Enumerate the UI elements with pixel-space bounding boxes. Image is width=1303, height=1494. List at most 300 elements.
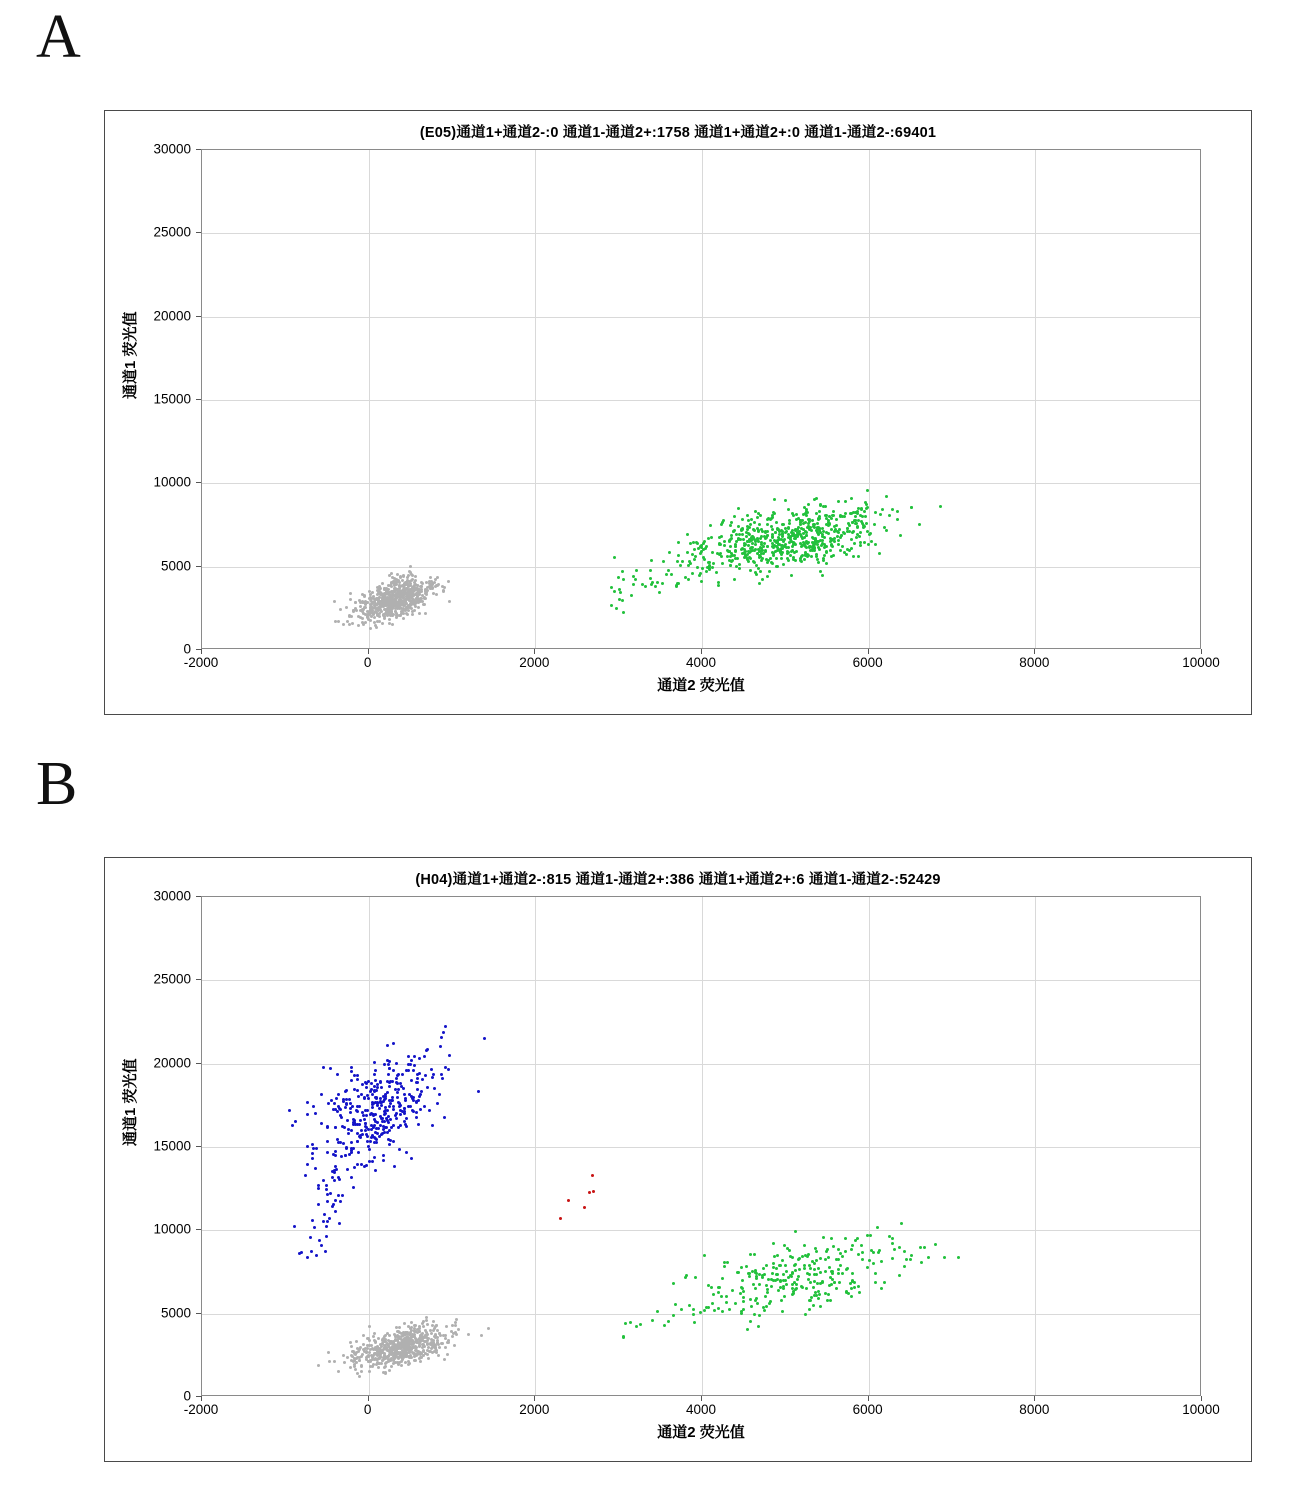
scatter-point [407,598,410,601]
scatter-point [348,614,351,617]
scatter-point [810,555,813,558]
scatter-point [753,1253,756,1256]
scatter-point [629,1321,632,1324]
scatter-point [723,540,726,543]
scatter-point [388,618,391,621]
scatter-point [765,1264,768,1267]
scatter-point [819,1305,822,1308]
scatter-point [388,1143,391,1146]
scatter-point [788,522,791,525]
scatter-point [841,1255,844,1258]
scatter-point [393,1165,396,1168]
scatter-point [841,1272,844,1275]
scatter-point [726,1261,729,1264]
scatter-point [398,1326,401,1329]
scatter-point [815,1294,818,1297]
scatter-point [342,1098,345,1101]
scatter-point [649,577,652,580]
scatter-point [341,1125,344,1128]
scatter-point [413,1064,416,1067]
scatter-point [854,522,857,525]
scatter-point [841,545,844,548]
scatter-point [425,1049,428,1052]
scatter-point [857,555,860,558]
scatter-point [306,1113,309,1116]
scatter-point [742,538,745,541]
scatter-point [342,623,345,626]
scatter-point [304,1174,307,1177]
scatter-point [730,521,733,524]
scatter-point [753,521,756,524]
scatter-point [429,576,432,579]
y-axis-tick-mark [196,1063,201,1064]
scatter-point [876,1226,879,1229]
scatter-point [888,514,891,517]
scatter-point [426,1323,429,1326]
scatter-point [291,1124,294,1127]
scatter-point [874,511,877,514]
scatter-point [835,1287,838,1290]
scatter-point [621,570,624,573]
scatter-point [891,1257,894,1260]
scatter-point [672,1314,675,1317]
scatter-point [439,1045,442,1048]
scatter-point [387,1138,390,1141]
scatter-point [345,606,348,609]
scatter-point [409,565,412,568]
scatter-point [383,1113,386,1116]
scatter-point [349,1341,352,1344]
scatter-point [731,1289,734,1292]
scatter-point [371,1093,374,1096]
scatter-point [742,1300,745,1303]
scatter-point [347,1132,350,1135]
scatter-point [325,1188,328,1191]
scatter-point [437,1354,440,1357]
scatter-point [771,1272,774,1275]
scatter-point [824,1270,827,1273]
scatter-point [857,1253,860,1256]
scatter-point [383,608,386,611]
scatter-point [853,1286,856,1289]
scatter-point [440,1036,443,1039]
scatter-point [392,1042,395,1045]
scatter-point [880,1287,883,1290]
scatter-point [409,1063,412,1066]
scatter-point [374,1169,377,1172]
scatter-point [759,570,762,573]
scatter-point [853,1281,856,1284]
scatter-point [693,558,696,561]
scatter-point [350,1345,353,1348]
scatter-point [795,1283,798,1286]
y-axis-tick-mark [196,979,201,980]
scatter-point [795,518,798,521]
scatter-point [361,617,364,620]
scatter-point [387,1063,390,1066]
scatter-point [384,1126,387,1129]
scatter-point [782,563,785,566]
scatter-point [677,554,680,557]
scatter-point [360,1370,363,1373]
scatter-point [412,1099,415,1102]
y-axis-tick-mark [196,1146,201,1147]
gridline-vertical [369,150,370,648]
scatter-point [356,1140,359,1143]
scatter-point [358,1135,361,1138]
scatter-point [350,1079,353,1082]
x-axis-tick-label: 0 [363,1402,372,1417]
scatter-point [413,1324,416,1327]
scatter-point [831,514,834,517]
scatter-point [379,1081,382,1084]
scatter-point [381,582,384,585]
scatter-point [896,510,899,513]
scatter-point [791,512,794,515]
plot-area-b [201,896,1201,1396]
scatter-point [663,1324,666,1327]
gridline-vertical [1035,150,1036,648]
x-axis-tick-mark [1034,1396,1035,1401]
scatter-point [352,1186,355,1189]
scatter-point [411,1339,414,1342]
scatter-point [322,1179,325,1182]
scatter-point [415,597,418,600]
scatter-point [389,1347,392,1350]
scatter-point [371,1160,374,1163]
scatter-point [740,1312,743,1315]
scatter-point [630,594,633,597]
scatter-point [635,1325,638,1328]
scatter-point [840,534,843,537]
gridline-vertical [535,150,536,648]
scatter-point [781,1310,784,1313]
y-axis-tick-mark [196,399,201,400]
y-axis-tick-label: 20000 [153,1055,191,1071]
scatter-point [715,571,718,574]
scatter-point [817,1267,820,1270]
scatter-point [775,521,778,524]
scatter-point [782,1273,785,1276]
gridline-horizontal [202,980,1200,981]
scatter-point [775,1273,778,1276]
scatter-point [923,1246,926,1249]
scatter-point [811,519,814,522]
scatter-point [400,1364,403,1367]
scatter-point [406,1337,409,1340]
scatter-point [686,551,689,554]
y-axis-tick-mark [196,1313,201,1314]
scatter-point [900,1222,903,1225]
x-axis-tick-mark [534,1396,535,1401]
scatter-point [874,1272,877,1275]
scatter-point [873,523,876,526]
scatter-point [337,620,340,623]
scatter-point [879,513,882,516]
x-axis-tick-label: 0 [363,655,372,670]
scatter-point [729,545,732,548]
scatter-point [400,1360,403,1363]
scatter-point [351,622,354,625]
scatter-point [650,583,653,586]
scatter-point [823,554,826,557]
scatter-point [771,535,774,538]
scatter-point [388,1060,391,1063]
scatter-point [788,1249,791,1252]
y-axis-tick-label: 30000 [153,888,191,904]
scatter-point [444,1334,447,1337]
scatter-point [707,1306,710,1309]
scatter-point [349,1366,352,1369]
scatter-point [328,1360,331,1363]
scatter-point [805,534,808,537]
scatter-point [368,1325,371,1328]
scatter-point [775,557,778,560]
gridline-vertical [869,150,870,648]
scatter-point [679,564,682,567]
scatter-point [388,1067,391,1070]
scatter-point [856,525,859,528]
scatter-point [386,588,389,591]
scatter-point [411,1109,414,1112]
scatter-point [442,590,445,593]
scatter-point [386,600,389,603]
scatter-point [687,578,690,581]
scatter-point [759,514,762,517]
scatter-point [787,559,790,562]
x-axis-tick-label: 2000 [519,655,550,670]
scatter-point [386,1131,389,1134]
scatter-point [411,610,414,613]
scatter-point [750,1305,753,1308]
scatter-point [760,559,763,562]
scatter-point [361,1353,364,1356]
scatter-point [383,1063,386,1066]
scatter-point [346,1119,349,1122]
scatter-point [380,1086,383,1089]
scatter-point [762,1267,765,1270]
scatter-point [407,1363,410,1366]
scatter-point [306,1256,309,1259]
scatter-point [753,561,756,564]
scatter-point [374,1137,377,1140]
scatter-point [805,1287,808,1290]
scatter-point [400,1085,403,1088]
scatter-point [418,1345,421,1348]
scatter-point [393,577,396,580]
scatter-point [774,1279,777,1282]
scatter-point [398,1148,401,1151]
scatter-point [453,1344,456,1347]
scatter-point [335,1168,338,1171]
scatter-point [751,1270,754,1273]
scatter-point [450,1330,453,1333]
y-axis-tick-mark [196,482,201,483]
scatter-point [832,510,835,513]
gridline-vertical [1035,897,1036,1395]
scatter-point [782,523,785,526]
scatter-point [818,548,821,551]
scatter-point [837,543,840,546]
scatter-point [852,555,855,558]
scatter-point [414,605,417,608]
y-axis-tick-label: 0 [183,641,191,657]
scatter-point [339,1200,342,1203]
scatter-point [835,518,838,521]
scatter-point [372,1113,375,1116]
scatter-point [810,529,813,532]
scatter-point [392,1362,395,1365]
scatter-point [362,623,365,626]
scatter-point [403,1322,406,1325]
scatter-point [415,1116,418,1119]
scatter-point [621,599,624,602]
scatter-point [728,1308,731,1311]
scatter-point [412,1069,415,1072]
scatter-point [393,594,396,597]
scatter-point [838,1281,841,1284]
scatter-point [337,1141,340,1144]
scatter-point [737,538,740,541]
scatter-point [430,1068,433,1071]
scatter-point [417,1341,420,1344]
scatter-point [808,1308,811,1311]
y-axis-tick-mark [196,566,201,567]
scatter-point [399,1109,402,1112]
y-axis-tick-label: 30000 [153,141,191,157]
scatter-point [710,1286,713,1289]
scatter-point [868,533,871,536]
scatter-point [387,1073,390,1076]
x-axis-tick-label: -2000 [183,655,219,670]
scatter-point [859,531,862,534]
scatter-point [417,606,420,609]
scatter-point [343,1361,346,1364]
scatter-point [881,508,884,511]
x-axis-label-b: 通道2 荧光值 [657,1424,745,1441]
scatter-point [401,579,404,582]
scatter-point [746,514,749,517]
scatter-point [764,549,767,552]
scatter-point [780,1299,783,1302]
scatter-point [731,559,734,562]
scatter-point [765,1284,768,1287]
scatter-point [792,1292,795,1295]
scatter-point [858,535,861,538]
scatter-point [730,534,733,537]
scatter-point [436,1329,439,1332]
scatter-point [795,1287,798,1290]
scatter-point [784,1279,787,1282]
scatter-point [772,1242,775,1245]
scatter-point [354,1368,357,1371]
scatter-point [824,505,827,508]
scatter-point [809,1267,812,1270]
scatter-point [749,557,752,560]
scatter-point [425,1319,428,1322]
scatter-point [843,515,846,518]
scatter-point [388,1085,391,1088]
scatter-point [371,1106,374,1109]
scatter-point [789,535,792,538]
scatter-point [448,1054,451,1057]
scatter-point [393,590,396,593]
panel-b-letter: B [36,750,78,818]
scatter-point [362,1348,365,1351]
scatter-point [425,593,428,596]
scatter-point [345,1103,348,1106]
scatter-point [776,528,779,531]
scatter-point [410,1157,413,1160]
scatter-point [405,1117,408,1120]
scatter-point [345,1147,348,1150]
x-axis-tick-mark [868,649,869,654]
scatter-point [837,539,840,542]
scatter-point [353,1166,356,1169]
scatter-point [405,1151,408,1154]
scatter-point [817,1290,820,1293]
scatter-point [362,1343,365,1346]
scatter-point [359,605,362,608]
scatter-point [350,1147,353,1150]
scatter-point [437,583,440,586]
scatter-point [423,1105,426,1108]
scatter-point [356,1163,359,1166]
scatter-point [350,1129,353,1132]
scatter-point [315,1254,318,1257]
scatter-point [377,1366,380,1369]
scatter-point [583,1206,586,1209]
scatter-point [410,1079,413,1082]
scatter-point [685,1274,688,1277]
scatter-point [381,1359,384,1362]
scatter-point [827,1293,830,1296]
scatter-point [830,1237,833,1240]
scatter-point [839,549,842,552]
scatter-point [403,1347,406,1350]
scatter-point [738,533,741,536]
scatter-point [444,1025,447,1028]
scatter-point [387,1121,390,1124]
scatter-point [357,1151,360,1154]
scatter-point [718,543,721,546]
scatter-point [927,1256,930,1259]
scatter-point [742,1290,745,1293]
scatter-point [592,1190,595,1193]
scatter-point [703,1254,706,1257]
scatter-point [740,1266,743,1269]
scatter-point [413,1055,416,1058]
scatter-point [692,1313,695,1316]
scatter-point [859,541,862,544]
scatter-point [434,1325,437,1328]
scatter-point [377,1337,380,1340]
scatter-point [762,552,765,555]
scatter-point [394,610,397,613]
scatter-point [392,1108,395,1111]
scatter-point [417,1099,420,1102]
scatter-point [358,1375,361,1378]
scatter-point [362,1334,365,1337]
scatter-point [394,598,397,601]
x-axis-tick-label: -2000 [183,1402,219,1417]
scatter-point [393,1356,396,1359]
scatter-point [406,613,409,616]
y-axis-tick-label: 25000 [153,224,191,240]
scatter-point [742,1296,745,1299]
scatter-point [802,522,805,525]
scatter-point [819,1271,822,1274]
